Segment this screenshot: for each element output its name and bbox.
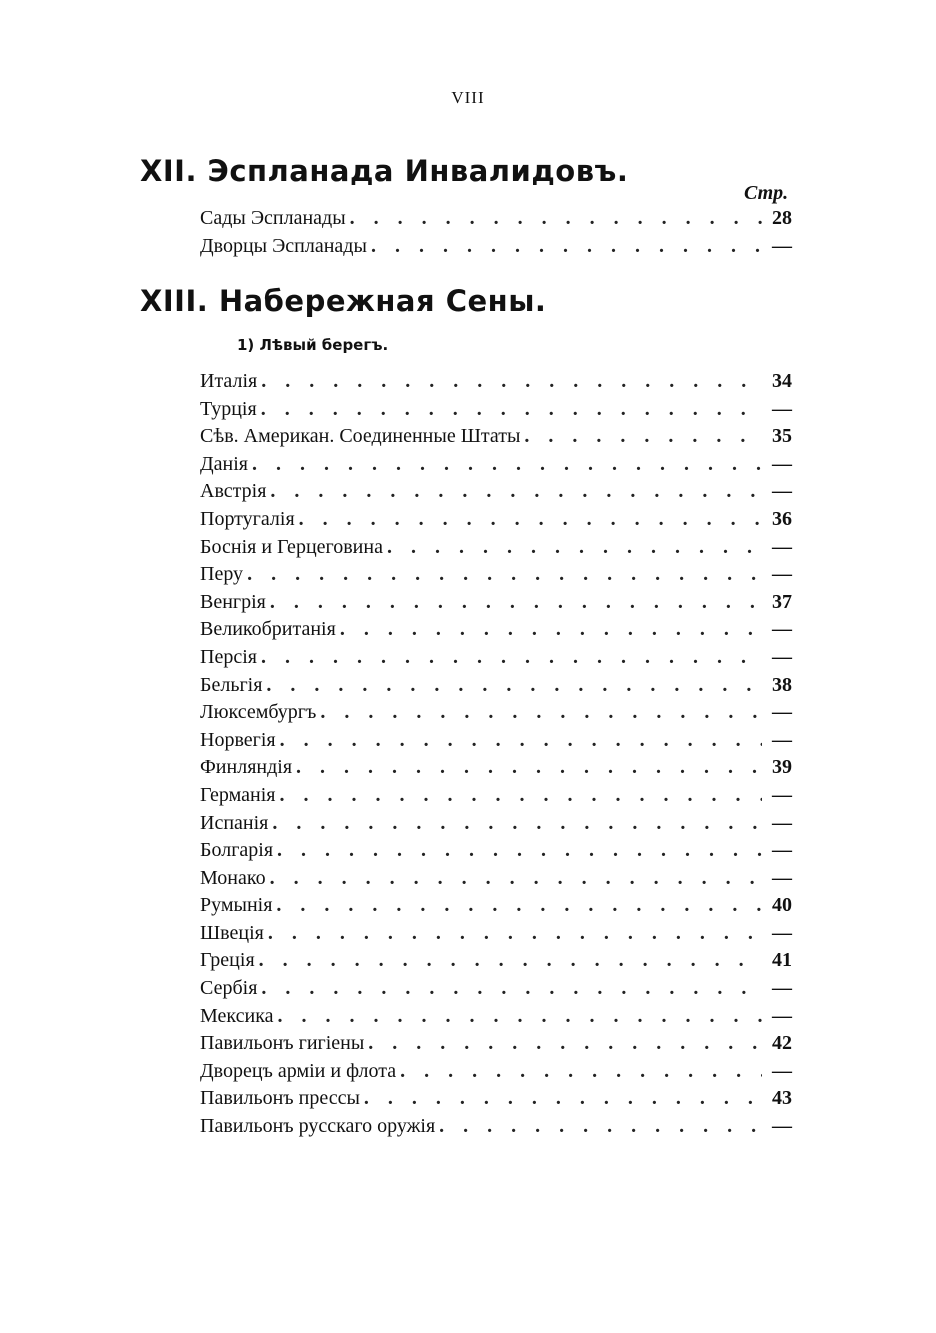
toc-entry-name: Персія [200,645,257,668]
toc-entry-page: — [772,535,792,558]
toc-entry [200,589,792,617]
dot-leader [261,975,762,1003]
toc-entry [200,865,792,893]
toc-entry-name: Павильонъ русскаго оружія [200,1115,436,1138]
dot-leader [387,534,762,562]
toc-entry [200,782,792,810]
toc-entry-name: Норвегія [200,728,276,751]
dot-leader [278,1003,763,1031]
toc-entry [200,506,792,534]
toc-entry-name: Монако [200,866,266,889]
toc-entry-name: Швеція [200,921,264,944]
toc-entry-page: — [772,977,792,1000]
dot-leader [259,947,762,975]
toc-entry-page: — [772,866,792,889]
toc-entry [200,1003,792,1031]
toc-entry-page: 37 [772,590,792,613]
page-column-label: Стр. [744,182,789,204]
toc-entry [200,368,792,396]
toc-entry-name: Финляндія [200,756,293,779]
dot-leader [247,561,762,589]
toc-entry [200,534,792,562]
toc-entry-page: — [772,452,792,475]
dot-leader [320,699,762,727]
dot-leader [296,754,762,782]
dot-leader [270,478,762,506]
toc-entry [200,644,792,672]
dot-leader [266,672,762,700]
toc-entry-name: Люксембургъ [200,701,317,724]
toc-entry [200,810,792,838]
toc-entry-name: Дворцы Эспланады [200,234,367,257]
dot-leader [299,506,762,534]
toc-entry-page: 34 [772,370,792,392]
toc-entry-name: Германія [200,783,276,806]
subheading-left-bank: 1) Лѣвый берегъ. [237,336,389,354]
toc-entry-page: 36 [772,507,792,530]
toc-entry-page: — [772,645,792,668]
dot-leader [252,451,762,479]
toc-entry [200,699,792,727]
toc-entry [200,947,792,975]
toc-entry-page: — [772,1059,792,1082]
toc-entry-page: — [772,563,792,586]
dot-leader [280,727,762,755]
toc-entry-name: Боснія и Герцеговина [200,535,383,558]
dot-leader [439,1113,762,1141]
toc-entry-page: 35 [772,425,792,448]
toc-entry-page: — [772,783,792,806]
toc-entry [200,561,792,589]
toc-entry [200,727,792,755]
dot-leader [261,368,762,396]
toc-entry [200,1085,792,1113]
toc-entry-name: Италія [200,370,258,392]
toc-entry-name: Сѣв. Американ. Соединенные Штаты [200,425,521,448]
dot-leader [400,1058,762,1086]
toc-entry-page: 40 [772,894,792,917]
toc-entry [200,616,792,644]
section-title-xii: XII. Эспланада Инвалидовъ. [140,154,629,188]
toc-entry [200,205,792,233]
toc-entry-name: Австрія [200,480,267,503]
toc-entry-page: — [772,811,792,834]
toc-entry-page: — [772,839,792,862]
toc-entry-name: Великобританія [200,618,336,641]
toc-entry-page: — [772,728,792,751]
toc-entry [200,975,792,1003]
section-title-xiii: XIII. Набережная Сены. [140,284,547,318]
toc-entry-name: Болгарія [200,839,274,862]
toc-entry-name: Мексика [200,1004,274,1027]
toc-entry-page: 41 [772,949,792,972]
dot-leader [368,1030,762,1058]
toc-entry-name: Дворецъ арміи и флота [200,1059,397,1082]
dot-leader [364,1085,762,1113]
toc-entry-page: — [772,618,792,641]
toc-entry-page: — [772,701,792,724]
dot-leader [270,589,762,617]
toc-entry-name: Бельгія [200,673,263,696]
section-xiii-entries [200,368,792,1141]
toc-entry [200,451,792,479]
toc-entry-name: Турція [200,397,257,420]
toc-entry-name: Павильонъ прессы [200,1087,360,1110]
toc-entry [200,396,792,424]
toc-entry [200,892,792,920]
toc-entry-name: Сербія [200,977,258,1000]
dot-leader [261,396,762,424]
dot-leader [270,865,762,893]
toc-entry [200,672,792,700]
toc-entry-page: 38 [772,673,792,696]
toc-entry [200,837,792,865]
toc-entry-page: 43 [772,1087,792,1110]
toc-entry-page: — [772,921,792,944]
toc-entry-page: 39 [772,756,792,779]
toc-entry-page: 42 [772,1032,792,1055]
dot-leader [277,837,762,865]
dot-leader [371,233,762,261]
toc-entry [200,1058,792,1086]
toc-entry-page: — [772,1115,792,1138]
toc-entry [200,1113,792,1141]
toc-entry [200,1030,792,1058]
page-number: VIII [451,88,485,107]
section-xii-entries [200,205,792,260]
toc-entry-page: 28 [772,207,792,229]
dot-leader [272,810,762,838]
toc-entry-name: Греція [200,949,255,972]
toc-entry-name: Данія [200,452,248,475]
dot-leader [279,782,762,810]
toc-entry-name: Сады Эспланады [200,207,346,229]
toc-entry-page: — [772,480,792,503]
toc-entry [200,233,792,261]
toc-entry-name: Испанія [200,811,269,834]
toc-entry [200,920,792,948]
toc-entry-name: Перу [200,563,244,586]
toc-entry [200,423,792,451]
dot-leader [268,920,762,948]
toc-entry [200,754,792,782]
dot-leader [340,616,762,644]
toc-entry [200,478,792,506]
toc-entry-name: Венгрія [200,590,266,613]
toc-entry-page: — [772,234,792,257]
toc-entry-page: — [772,1004,792,1027]
dot-leader [524,423,762,451]
toc-entry-page: — [772,397,792,420]
dot-leader [276,892,762,920]
dot-leader [261,644,762,672]
dot-leader [350,205,762,233]
toc-entry-name: Португалія [200,507,295,530]
toc-entry-name: Румынія [200,894,273,917]
toc-entry-name: Павильонъ гигіены [200,1032,365,1055]
